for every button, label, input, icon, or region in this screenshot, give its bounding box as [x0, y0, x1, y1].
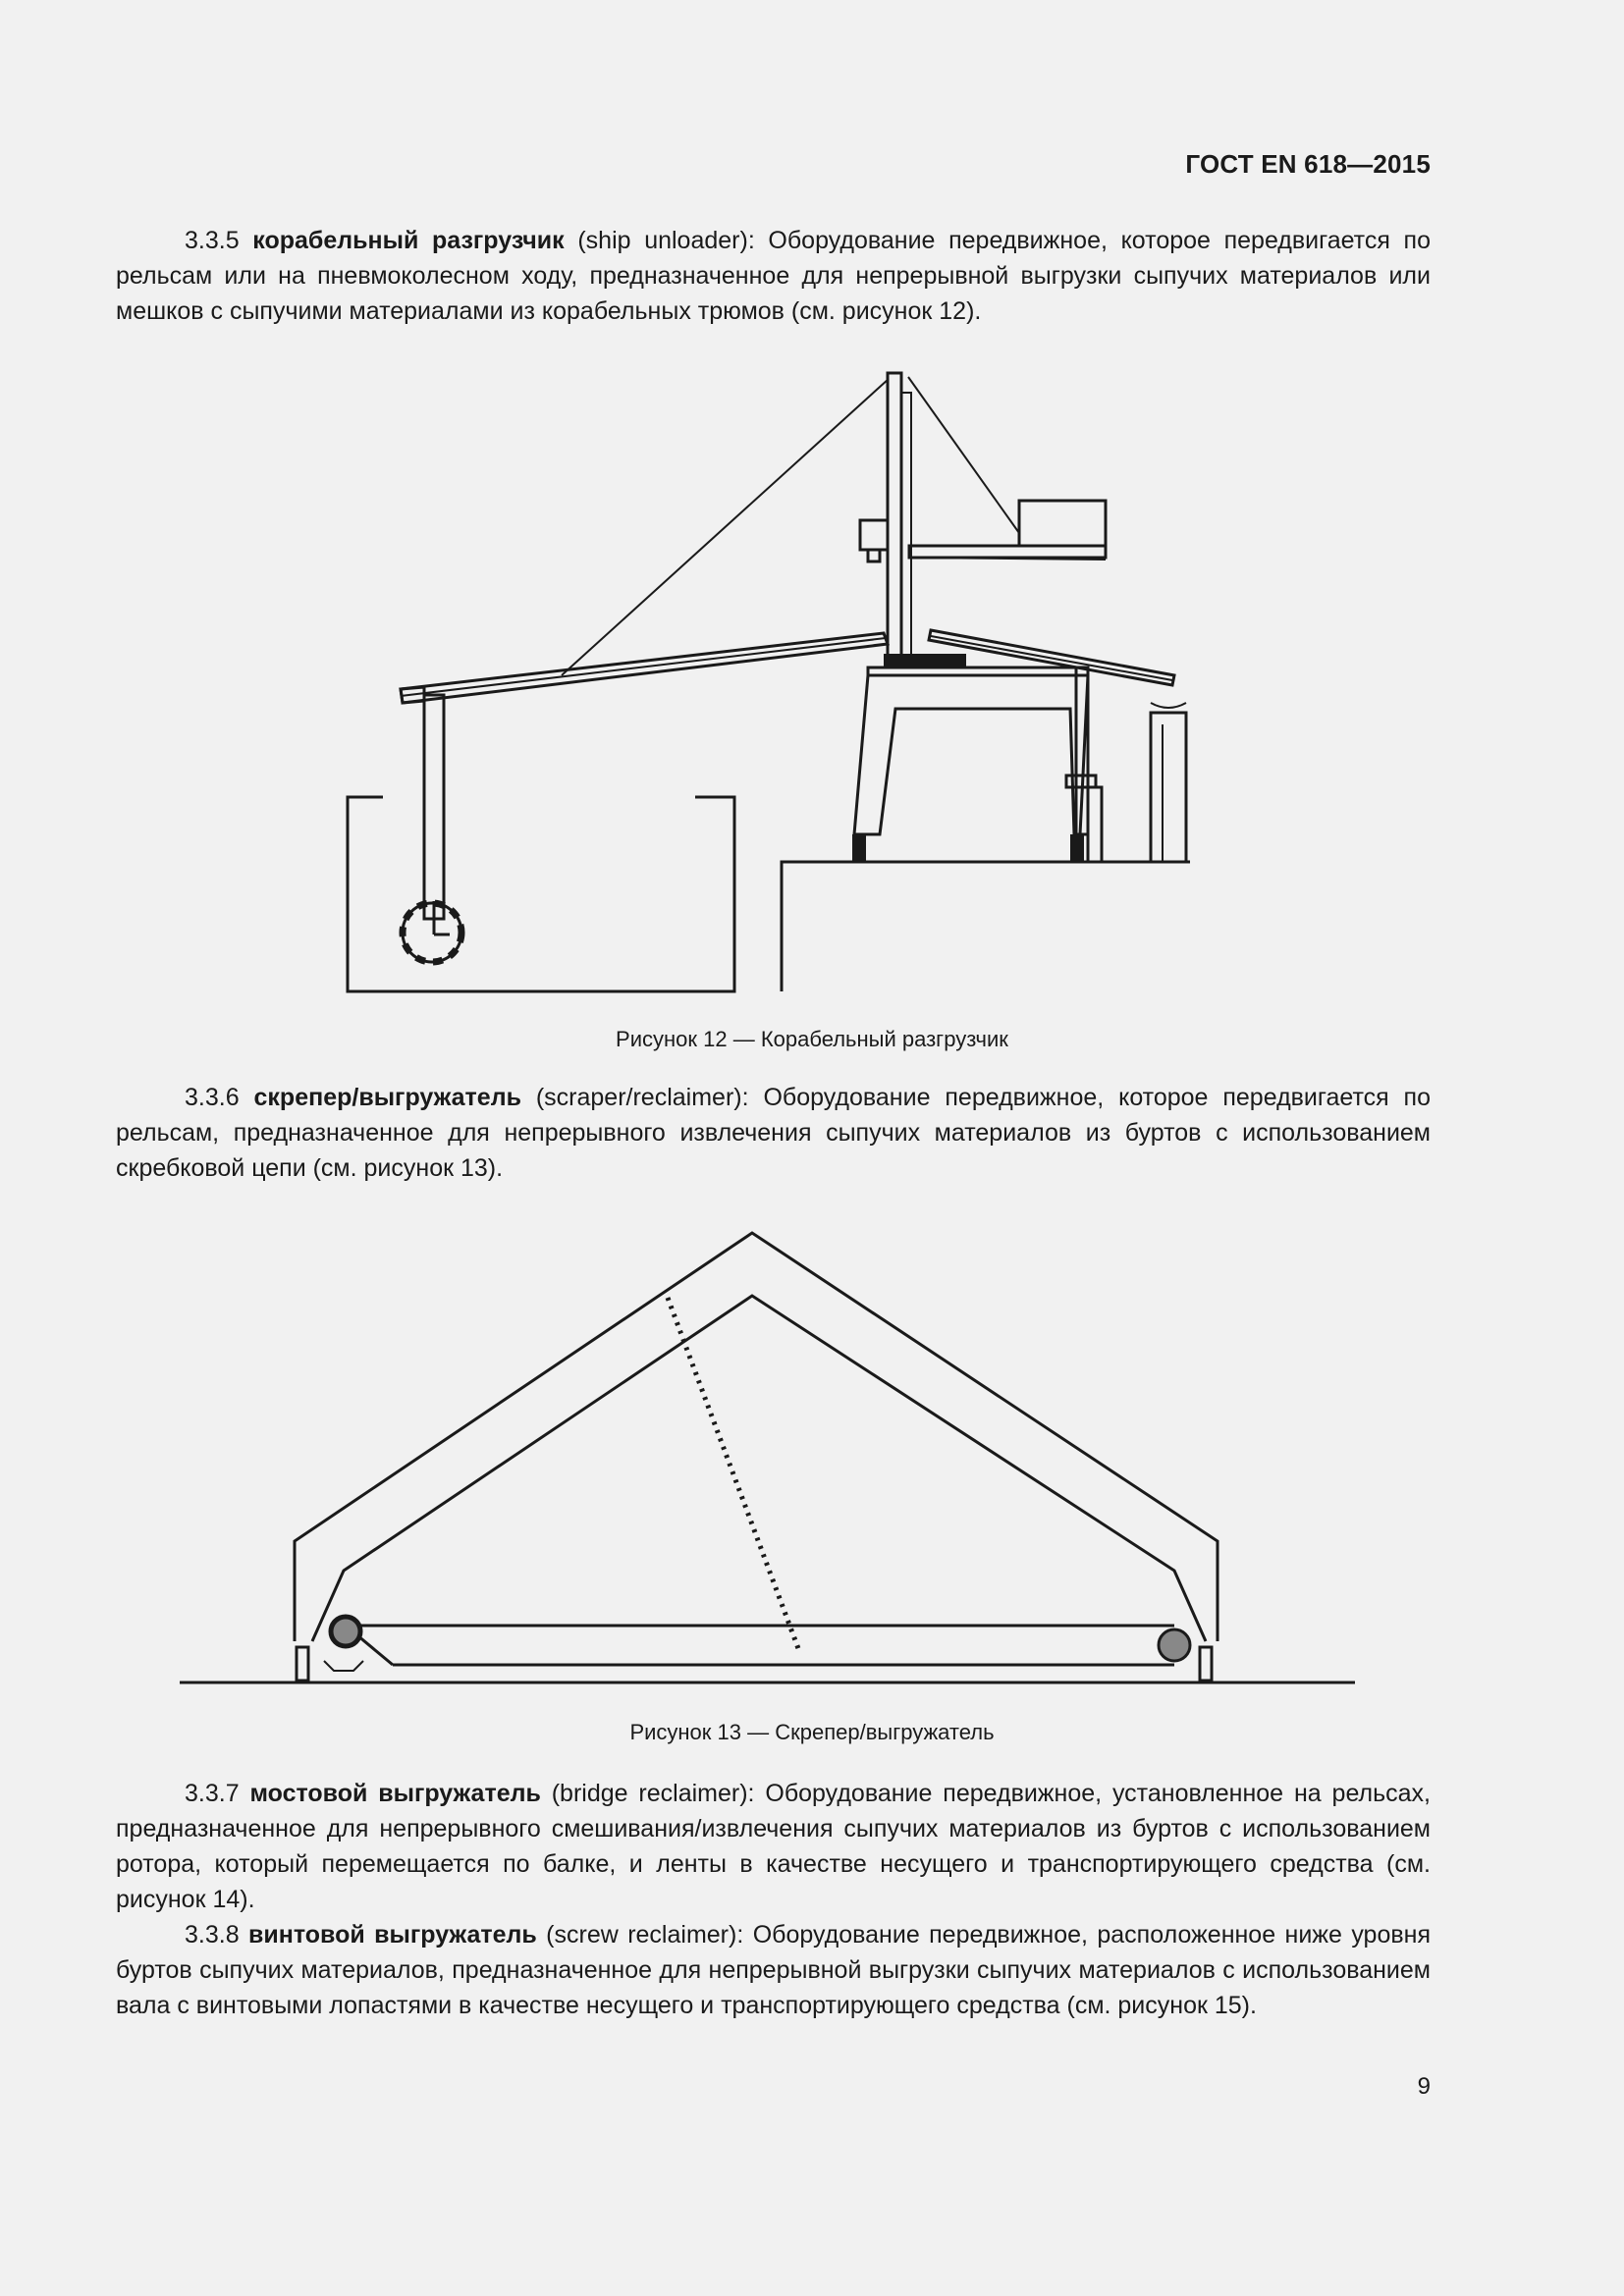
right-roller [1159, 1629, 1190, 1661]
section-number: 3.3.6 [185, 1084, 240, 1111]
section-3-3-8 [116, 1917, 1431, 2023]
document-code: ГОСТ EN 618—2015 [1185, 149, 1431, 179]
scraper-chain [668, 1298, 799, 1651]
boom [401, 633, 888, 703]
outer-frame [295, 1233, 1218, 1641]
section-number: 3.3.7 [185, 1780, 240, 1807]
inner-frame [312, 1296, 1206, 1641]
section-number: 3.3.8 [185, 1921, 240, 1949]
tower-mast [888, 373, 901, 667]
vertical-conveyor [424, 695, 444, 919]
section-3-3-5 [116, 223, 1431, 329]
section-text: (bridge reclaimer): Оборудование передвижное, установленное на рельсах, предназначенное для непрерывного смешивания/извлечения сыпучих материалов из буртов с использованием ротора, который перемещается по балке, и ленты в качестве несущего и транспортирующего средства (см. рисунок 14). [116, 1780, 1431, 1913]
section-number: 3.3.5 [185, 227, 240, 254]
machine-house [1019, 501, 1106, 546]
section-text: (screw reclaimer): Оборудование передвижное, расположенное ниже уровня буртов сыпучих материалов, предназначенное для непрерывной выгрузки сыпучих материалов с использованием вала с винтовыми лопастями в качестве несущего и транспортирующего средства (см. рисунок 15). [116, 1921, 1431, 2019]
section-term: винтовой выгружатель [248, 1921, 537, 1949]
figure-12-caption: Рисунок 12 — Корабельный разгрузчик [616, 1027, 1008, 1051]
shore-hopper [1151, 713, 1186, 862]
section-text: (scraper/reclaimer): Оборудование передвижное, которое передвигается по рельсам, предназначенное для непрерывного извлечения сыпучих материалов из буртов с использованием скребковой цепи (см. рисунок 13). [116, 1084, 1431, 1182]
section-3-3-7 [116, 1776, 1431, 1917]
section-text: (ship unloader): Оборудование передвижное, которое передвигается по рельсам или на пневмоколесном ходу, предназначенное для непрерывной выгрузки сыпучих материалов или мешков с сыпучими материалами из корабельных трюмов (см. рисунок 12). [116, 227, 1431, 325]
figure-13-scraper-reclaimer [0, 1217, 1624, 1698]
section-term: корабельный разгрузчик [252, 227, 565, 254]
page-number: 9 [1417, 2073, 1431, 2100]
section-term: скрепер/выгружатель [253, 1084, 521, 1111]
section-3-3-6 [116, 1080, 1431, 1186]
figure-12-ship-unloader [0, 363, 1624, 1011]
figure-13-caption: Рисунок 13 — Скрепер/выгружатель [629, 1720, 995, 1744]
section-term: мостовой выгружатель [249, 1780, 541, 1807]
